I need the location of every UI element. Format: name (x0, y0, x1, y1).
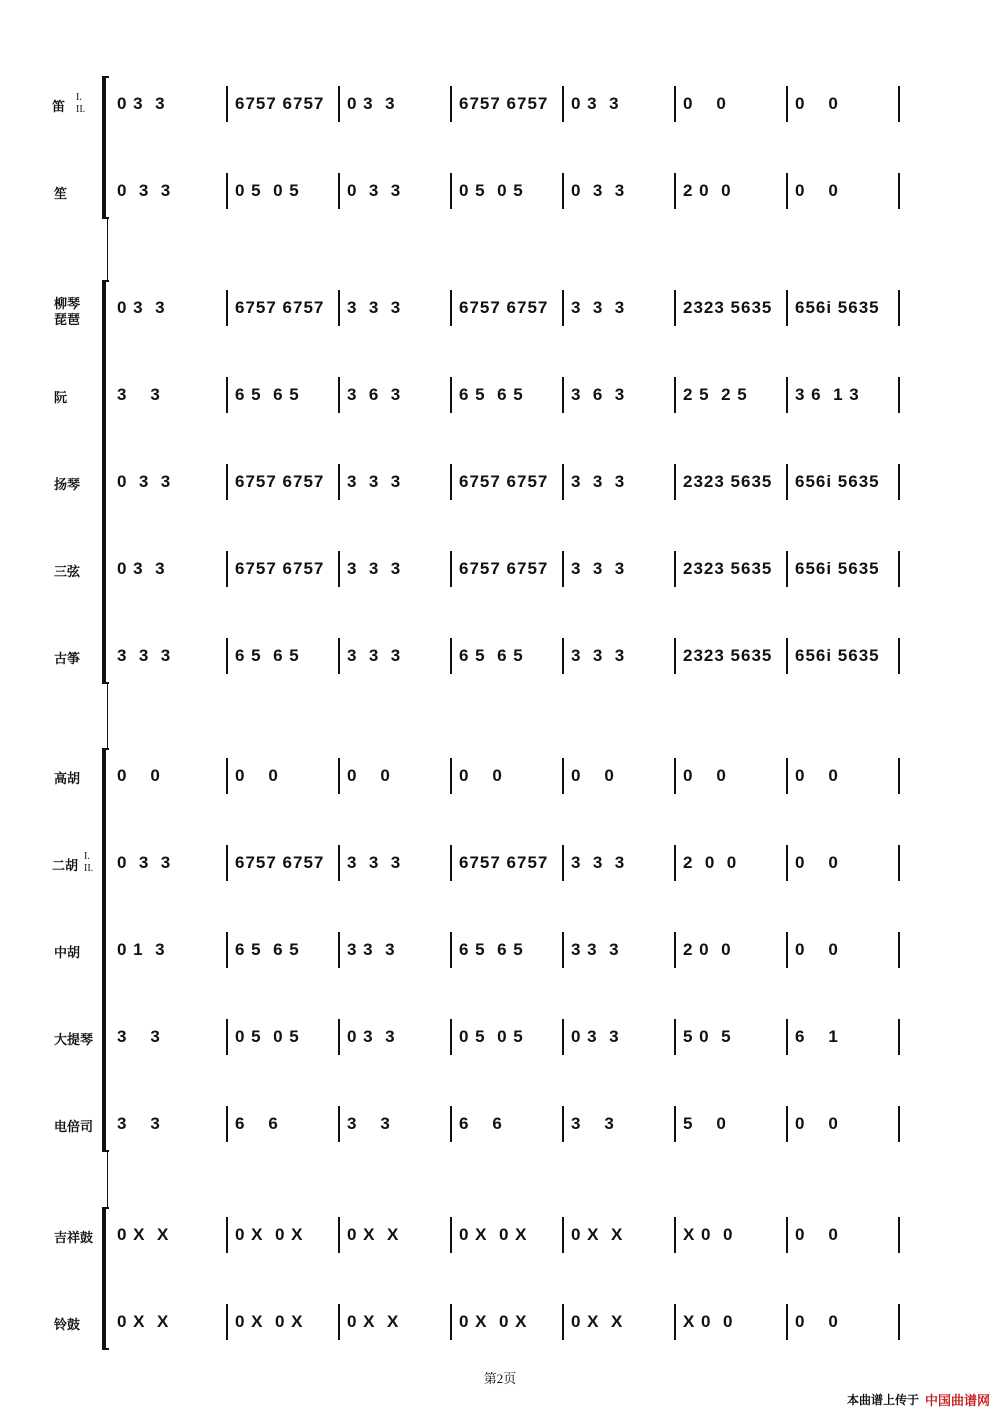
measure-notes: 6 6 (459, 1114, 503, 1133)
barline (674, 932, 676, 968)
barline (450, 377, 452, 413)
instrument-name: 扬琴 (54, 478, 81, 493)
barline (674, 173, 676, 209)
barline (450, 638, 452, 674)
group-bracket (102, 748, 106, 1152)
measure-notes: 3 6 1 3 (795, 385, 860, 404)
barline (226, 845, 228, 881)
barline (562, 551, 564, 587)
barline (338, 86, 340, 122)
bracket-top-tick (102, 748, 109, 750)
barline (898, 1304, 900, 1340)
measure-notes: 0 3 3 (571, 181, 626, 200)
barline (674, 845, 676, 881)
barline (450, 1217, 452, 1253)
measure-notes: 5 0 (683, 1114, 727, 1133)
measure-notes: 3 3 3 (571, 298, 626, 317)
barline (898, 290, 900, 326)
barline (226, 1019, 228, 1055)
barline (450, 86, 452, 122)
measure-notes: 6 5 6 5 (235, 385, 300, 404)
barline (338, 173, 340, 209)
measure-notes: 0 3 3 (571, 94, 620, 113)
measure-notes: 6 5 6 5 (459, 385, 524, 404)
measure-notes: 656i 5635 (795, 472, 880, 491)
bracket-top-tick (102, 280, 109, 282)
measure-notes: 3 3 3 (117, 646, 172, 665)
measure-notes: 0 0 (683, 94, 727, 113)
site-logo: 中国曲谱网 (924, 1394, 990, 1409)
barline (786, 638, 788, 674)
measure-notes: 0 0 (795, 1114, 839, 1133)
barline (562, 377, 564, 413)
measure-notes: 0 5 0 5 (459, 1027, 524, 1046)
barline (338, 932, 340, 968)
barline (338, 1304, 340, 1340)
part-number: II. (76, 104, 86, 115)
barline (898, 758, 900, 794)
barline (338, 1217, 340, 1253)
measure-notes: 6 6 (235, 1114, 279, 1133)
measure-notes: 2323 5635 (683, 646, 773, 665)
part-number: I. (76, 92, 82, 103)
barline (898, 86, 900, 122)
system-connector (107, 219, 108, 280)
page-number: 第2页 (483, 1371, 517, 1386)
measure-notes: 2323 5635 (683, 559, 773, 578)
instrument-name: 二胡 (52, 859, 79, 874)
barline (674, 290, 676, 326)
instrument-name: 笛 (52, 100, 66, 115)
barline (338, 551, 340, 587)
measure-notes: 0 X 0 X (235, 1225, 304, 1244)
measure-notes: 0 3 3 (117, 472, 172, 491)
measure-notes: 3 3 (117, 1114, 161, 1133)
instrument-name: 高胡 (54, 772, 81, 787)
barline (226, 377, 228, 413)
instrument-name: 柳琴 (54, 297, 81, 312)
measure-notes: 0 X X (117, 1225, 170, 1244)
measure-notes: 0 3 3 (571, 1027, 620, 1046)
barline (674, 464, 676, 500)
barline (226, 758, 228, 794)
barline (226, 464, 228, 500)
measure-notes: 0 3 3 (347, 94, 396, 113)
barline (786, 173, 788, 209)
measure-notes: 3 3 3 (347, 853, 402, 872)
barline (674, 377, 676, 413)
barline (450, 845, 452, 881)
barline (674, 758, 676, 794)
measure-notes: 6757 6757 (235, 94, 325, 113)
barline (450, 551, 452, 587)
measure-notes: 3 3 (347, 1114, 391, 1133)
barline (674, 1106, 676, 1142)
measure-notes: 656i 5635 (795, 559, 880, 578)
barline (562, 932, 564, 968)
barline (674, 86, 676, 122)
measure-notes: 0 X X (571, 1225, 624, 1244)
measure-notes: X 0 0 (683, 1312, 734, 1331)
barline (786, 1106, 788, 1142)
measure-notes: 0 3 3 (117, 94, 166, 113)
measure-notes: 0 5 0 5 (235, 1027, 300, 1046)
measure-notes: 6757 6757 (459, 94, 549, 113)
measure-notes: 6757 6757 (235, 559, 325, 578)
measure-notes: 2 5 2 5 (683, 385, 748, 404)
barline (562, 1217, 564, 1253)
measure-notes: 3 6 3 (347, 385, 402, 404)
measure-notes: 3 3 3 (571, 646, 626, 665)
barline (674, 1304, 676, 1340)
barline (562, 1304, 564, 1340)
measure-notes: 3 3 3 (347, 559, 402, 578)
measure-notes: 0 X X (347, 1225, 400, 1244)
measure-notes: 0 3 3 (117, 559, 166, 578)
barline (562, 290, 564, 326)
barline (450, 464, 452, 500)
barline (338, 1019, 340, 1055)
measure-notes: 0 0 (795, 940, 839, 959)
instrument-name: 三弦 (54, 565, 81, 580)
barline (338, 845, 340, 881)
measure-notes: 0 0 (117, 766, 161, 785)
measure-notes: 3 3 3 (571, 559, 626, 578)
barline (786, 290, 788, 326)
barline (450, 758, 452, 794)
measure-notes: 656i 5635 (795, 298, 880, 317)
measure-notes: 3 3 (117, 385, 161, 404)
measure-notes: 6 5 6 5 (235, 646, 300, 665)
measure-notes: 6 1 (795, 1027, 839, 1046)
barline (674, 1217, 676, 1253)
barline (338, 377, 340, 413)
instrument-name: 电倍司 (54, 1120, 94, 1135)
measure-notes: 0 0 (683, 766, 727, 785)
barline (786, 1304, 788, 1340)
barline (450, 290, 452, 326)
barline (450, 1304, 452, 1340)
instrument-name: 大提琴 (54, 1033, 94, 1048)
measure-notes: 0 0 (795, 766, 839, 785)
upload-note: 本曲谱上传于 (846, 1393, 919, 1407)
system-connector (107, 684, 108, 748)
barline (898, 638, 900, 674)
barline (898, 932, 900, 968)
instrument-name: 铃鼓 (54, 1318, 81, 1333)
instrument-name: 古筝 (54, 652, 81, 667)
measure-notes: 0 X 0 X (459, 1312, 528, 1331)
instrument-name: 中胡 (54, 946, 81, 961)
barline (674, 638, 676, 674)
measure-notes: 3 3 3 (571, 853, 626, 872)
measure-notes: 0 5 0 5 (459, 181, 524, 200)
barline (226, 1217, 228, 1253)
measure-notes: 6757 6757 (235, 472, 325, 491)
measure-notes: 3 3 3 (571, 472, 626, 491)
measure-notes: 6757 6757 (459, 853, 549, 872)
measure-notes: 0 0 (795, 1225, 839, 1244)
barline (898, 173, 900, 209)
measure-notes: 0 3 3 (347, 1027, 396, 1046)
group-bracket (102, 280, 106, 684)
barline (786, 932, 788, 968)
measure-notes: 656i 5635 (795, 646, 880, 665)
measure-notes: 6 5 6 5 (235, 940, 300, 959)
barline (898, 1019, 900, 1055)
measure-notes: 2323 5635 (683, 298, 773, 317)
barline (562, 845, 564, 881)
group-bracket (102, 1207, 106, 1350)
barline (786, 1019, 788, 1055)
barline (450, 1106, 452, 1142)
barline (450, 1019, 452, 1055)
barline (562, 1106, 564, 1142)
barline (786, 86, 788, 122)
barline (338, 638, 340, 674)
measure-notes: 0 0 (795, 181, 839, 200)
instrument-name: 阮 (54, 391, 68, 406)
barline (226, 1106, 228, 1142)
system-connector (107, 1152, 108, 1207)
measure-notes: 0 0 (459, 766, 503, 785)
measure-notes: 3 3 (117, 1027, 161, 1046)
barline (338, 290, 340, 326)
barline (562, 86, 564, 122)
measure-notes: 0 3 3 (117, 181, 172, 200)
barline (226, 290, 228, 326)
footer (847, 1390, 990, 1409)
barline (562, 173, 564, 209)
bracket-top-tick (102, 1207, 109, 1209)
measure-notes: 3 3 3 (347, 646, 402, 665)
measure-notes: 2 0 0 (683, 181, 732, 200)
measure-notes: 0 0 (795, 853, 839, 872)
bracket-top-tick (102, 76, 109, 78)
barline (226, 638, 228, 674)
measure-notes: X 0 0 (683, 1225, 734, 1244)
measure-notes: 3 3 3 (347, 940, 396, 959)
measure-notes: 6757 6757 (459, 559, 549, 578)
barline (898, 464, 900, 500)
barline (226, 1304, 228, 1340)
barline (786, 758, 788, 794)
barline (786, 377, 788, 413)
instrument-name: 吉祥鼓 (54, 1231, 94, 1246)
barline (674, 1019, 676, 1055)
measure-notes: 6 5 6 5 (459, 646, 524, 665)
barline (786, 464, 788, 500)
barline (226, 173, 228, 209)
instrument-name: 笙 (54, 187, 68, 202)
measure-notes: 0 X 0 X (235, 1312, 304, 1331)
measure-notes: 0 0 (795, 94, 839, 113)
measure-notes: 6757 6757 (459, 472, 549, 491)
measure-notes: 6757 6757 (235, 298, 325, 317)
barline (562, 1019, 564, 1055)
measure-notes: 3 3 (571, 1114, 615, 1133)
part-number: I. (84, 851, 90, 862)
measure-notes: 3 3 3 (347, 298, 402, 317)
measure-notes: 3 3 3 (347, 472, 402, 491)
measure-notes: 0 5 0 5 (235, 181, 300, 200)
barline (562, 638, 564, 674)
barline (562, 758, 564, 794)
measure-notes: 0 0 (235, 766, 279, 785)
bracket-bottom-tick (102, 1348, 109, 1350)
measure-notes: 0 X X (117, 1312, 170, 1331)
measure-notes: 0 X X (347, 1312, 400, 1331)
barline (338, 758, 340, 794)
measure-notes: 0 1 3 (117, 940, 166, 959)
barline (450, 173, 452, 209)
measure-notes: 0 3 3 (117, 298, 166, 317)
measure-notes: 0 X X (571, 1312, 624, 1331)
barline (450, 932, 452, 968)
measure-notes: 0 X 0 X (459, 1225, 528, 1244)
measure-notes: 0 3 3 (347, 181, 402, 200)
measure-notes: 3 6 3 (571, 385, 626, 404)
barline (226, 551, 228, 587)
barline (562, 464, 564, 500)
barline (338, 1106, 340, 1142)
measure-notes: 6 5 6 5 (459, 940, 524, 959)
measure-notes: 0 0 (347, 766, 391, 785)
barline (898, 845, 900, 881)
measure-notes: 0 3 3 (117, 853, 172, 872)
measure-notes: 0 0 (571, 766, 615, 785)
measure-notes: 6757 6757 (459, 298, 549, 317)
barline (786, 845, 788, 881)
barline (898, 377, 900, 413)
barline (786, 1217, 788, 1253)
barline (898, 1106, 900, 1142)
instrument-name-secondary: 琵琶 (54, 313, 81, 328)
barline (898, 1217, 900, 1253)
part-number: II. (84, 863, 94, 874)
barline (674, 551, 676, 587)
measure-notes: 2 0 0 (683, 853, 738, 872)
measure-notes: 2 0 0 (683, 940, 732, 959)
measure-notes: 6757 6757 (235, 853, 325, 872)
barline (786, 551, 788, 587)
measure-notes: 5 0 5 (683, 1027, 732, 1046)
barline (226, 932, 228, 968)
barline (898, 551, 900, 587)
measure-notes: 2323 5635 (683, 472, 773, 491)
group-bracket (102, 76, 106, 219)
measure-notes: 3 3 3 (571, 940, 620, 959)
measure-notes: 0 0 (795, 1312, 839, 1331)
barline (226, 86, 228, 122)
barline (338, 464, 340, 500)
